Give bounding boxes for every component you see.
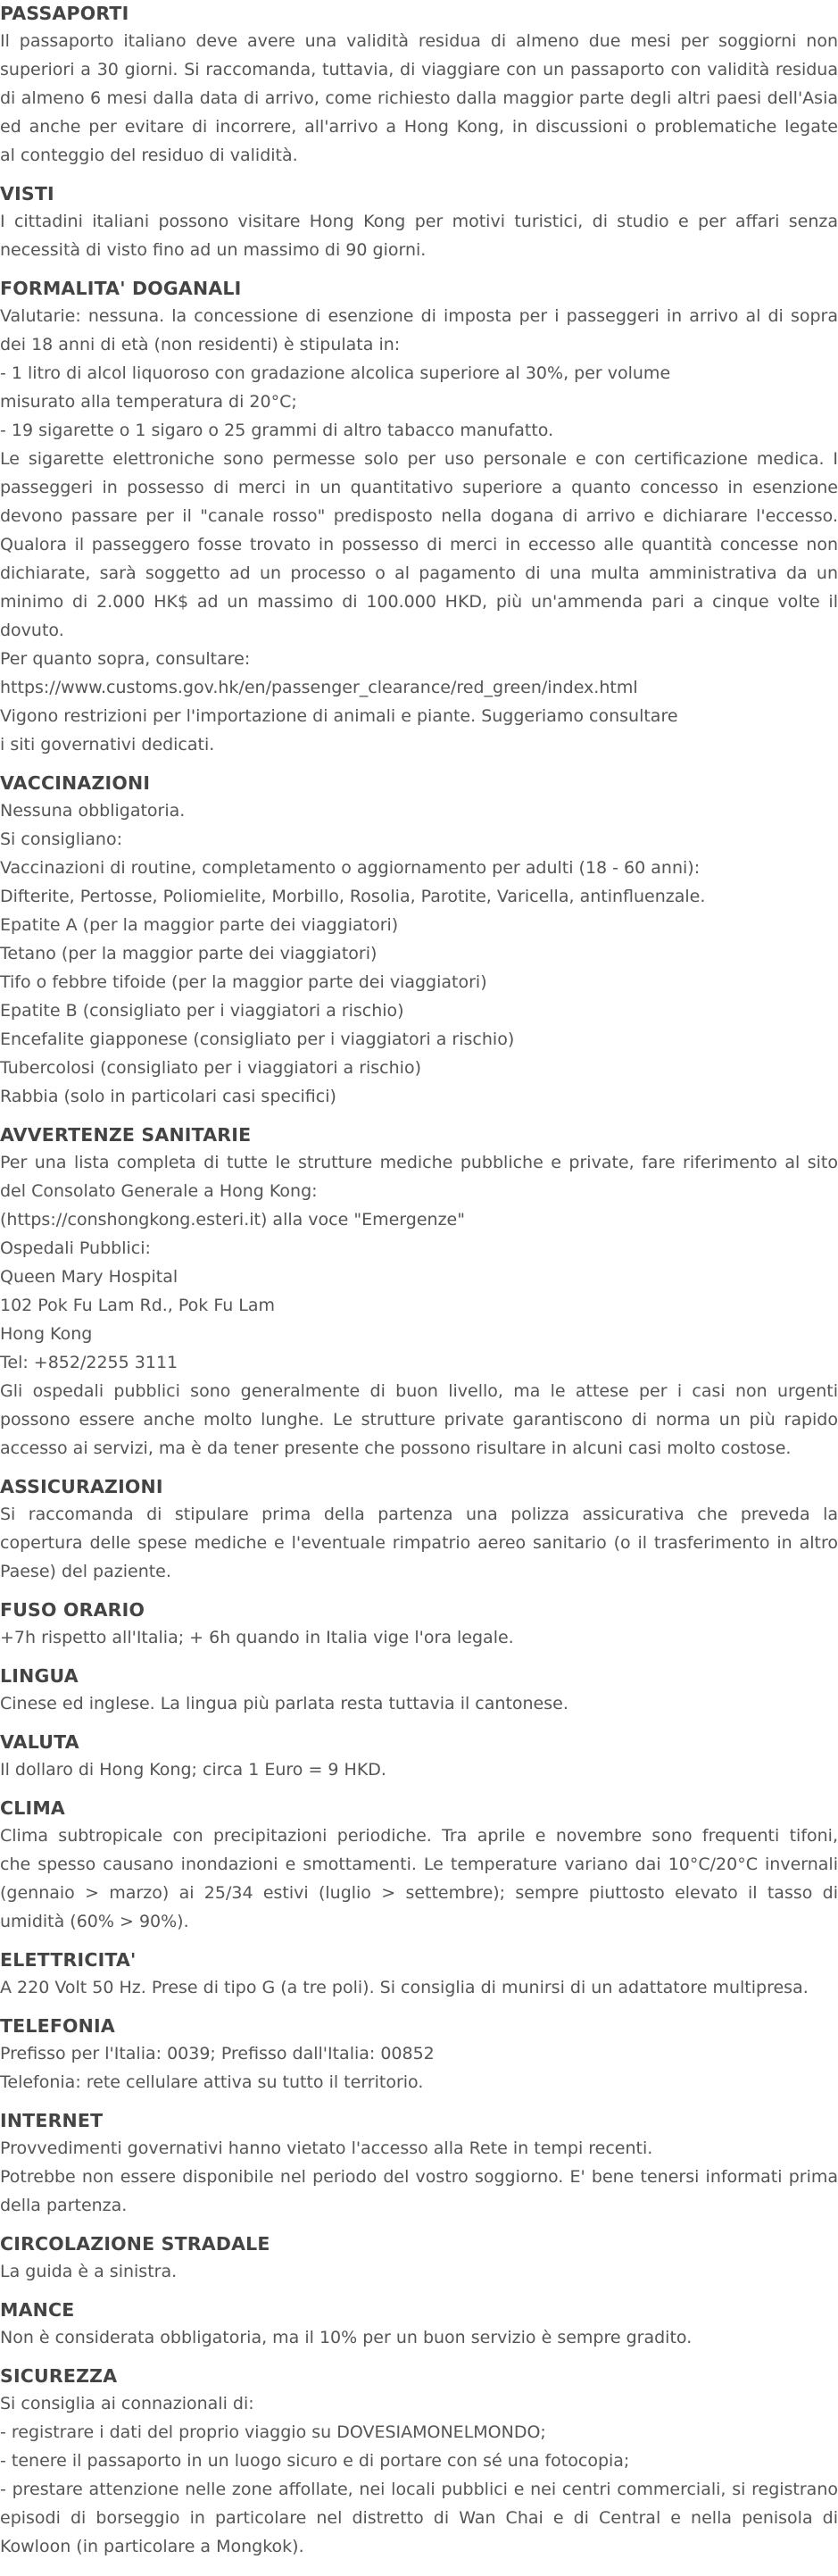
section-heading: PASSAPORTI bbox=[0, 3, 129, 24]
section-clima bbox=[0, 1795, 838, 1936]
section-assicurazioni bbox=[0, 1473, 838, 1586]
text-line: Difterite, Pertosse, Poliomielite, Morbillo, Rosolia, Parotite, Varicella, antinfluenzale. bbox=[0, 887, 706, 906]
text-line: al conteggio del residuo di validità. bbox=[0, 146, 298, 165]
text-line: ed anche per evitare di incorrere, all'arrivo a Hong Kong, in discussioni o problematiche legate bbox=[0, 117, 838, 137]
text-line: Prefisso per l'Italia: 0039; Prefisso dall'Italia: 00852 bbox=[0, 2044, 435, 2063]
text-line: episodi di borseggio in particolare nel distretto di Wan Chai e di Central e nella penisola di bbox=[0, 2508, 838, 2528]
section-heading: VALUTA bbox=[0, 1731, 79, 1753]
section-heading: AVVERTENZE SANITARIE bbox=[0, 1124, 252, 1146]
text-line: Potrebbe non essere disponibile nel periodo del vostro soggiorno. E' bene tenersi informati prima bbox=[0, 2167, 838, 2187]
text-line: - tenere il passaporto in un luogo sicuro e di portare con sé una fotocopia; bbox=[0, 2451, 630, 2471]
section-avvertenze-sanitarie bbox=[0, 1121, 838, 1463]
text-line: Cinese ed inglese. La lingua più parlata resta tuttavia il cantonese. bbox=[0, 1694, 568, 1713]
section-heading: ELETTRICITA' bbox=[0, 1949, 137, 1971]
text-line: Encefalite giapponese (consigliato per i viaggiatori a rischio) bbox=[0, 1030, 515, 1049]
section-formalita-doganali bbox=[0, 275, 838, 759]
text-line: umidità (60% > 90%). bbox=[0, 1912, 189, 1931]
text-line: Paese) del paziente. bbox=[0, 1562, 171, 1581]
section-visti bbox=[0, 180, 838, 264]
text-line: Valutarie: nessuna. la concessione di esenzione di imposta per i passeggeri in arrivo al di sopra bbox=[0, 306, 838, 326]
text-line: minimo di 2.000 HK$ ad un massimo di 100.000 HKD, più un'ammenda pari a cinque volte il bbox=[0, 592, 838, 612]
text-line: misurato alla temperatura di 20°C; bbox=[0, 392, 297, 412]
text-line: - registrare i dati del proprio viaggio su DOVESIAMONELMONDO; bbox=[0, 2422, 546, 2442]
section-body bbox=[0, 796, 838, 1111]
section-heading: INTERNET bbox=[0, 2110, 104, 2131]
text-line: Provvedimenti governativi hanno vietato l'accesso alla Rete in tempi recenti. bbox=[0, 2138, 653, 2158]
section-body bbox=[0, 302, 838, 759]
section-body bbox=[0, 27, 838, 170]
text-line: necessità di visto fino ad un massimo di 90 giorni. bbox=[0, 240, 427, 260]
text-line: i siti governativi dedicati. bbox=[0, 735, 215, 754]
text-line: Queen Mary Hospital bbox=[0, 1267, 178, 1287]
text-line: Nessuna obbligatoria. bbox=[0, 801, 186, 821]
text-line: Non è considerata obbligatoria, ma il 10% per un buon servizio è sempre gradito. bbox=[0, 2328, 693, 2347]
section-passaporti bbox=[0, 0, 838, 170]
section-circolazione-stradale bbox=[0, 2230, 838, 2286]
section-body bbox=[0, 1822, 838, 1936]
section-heading: CLIMA bbox=[0, 1797, 66, 1819]
text-line: Le sigarette elettroniche sono permesse solo per uso personale e con certificazione medica. I bbox=[0, 449, 838, 469]
text-line: Tubercolosi (consigliato per i viaggiatori a rischio) bbox=[0, 1058, 421, 1078]
text-line: dichiarate, sarà soggetto ad un processo o al pagamento di una multa amministrativa da un bbox=[0, 563, 838, 583]
text-line: La guida è a sinistra. bbox=[0, 2262, 178, 2281]
text-line: Per una lista completa di tutte le strutture mediche pubbliche e private, fare riferimento al sito bbox=[0, 1153, 838, 1172]
text-line: dovuto. bbox=[0, 621, 64, 640]
section-heading: TELEFONIA bbox=[0, 2015, 115, 2037]
section-body bbox=[0, 2323, 838, 2352]
section-lingua bbox=[0, 1663, 838, 1718]
text-line: Kowloon (in particolare a Mongkok). bbox=[0, 2537, 304, 2556]
section-elettricita bbox=[0, 1947, 838, 2002]
text-line: Hong Kong bbox=[0, 1324, 93, 1344]
text-line: superiori a 30 giorni. Si raccomanda, tuttavia, di viaggiare con un passaporto con validità residua bbox=[0, 60, 838, 79]
text-line: Si consiglia ai connazionali di: bbox=[0, 2394, 254, 2413]
text-line: di almeno 6 mesi dalla data di arrivo, come richiesto dalla maggior parte degli altri paesi dell'Asia bbox=[0, 88, 838, 108]
text-line: - 19 sigarette o 1 sigaro o 25 grammi di altro tabacco manufatto. bbox=[0, 421, 554, 440]
text-line: Rabbia (solo in particolari casi specifici) bbox=[0, 1087, 336, 1106]
text-line: della partenza. bbox=[0, 2196, 128, 2215]
text-line: (gennaio > marzo) ai 25/34 estivi (luglio > settembre); sempre piuttosto elevato il tasso di bbox=[0, 1883, 838, 1903]
section-heading: VACCINAZIONI bbox=[0, 772, 151, 794]
text-line: del Consolato Generale a Hong Kong: bbox=[0, 1181, 318, 1201]
text-line: Qualora il passeggero fosse trovato in possesso di merci in eccesso alle quantità concesse non bbox=[0, 535, 838, 554]
text-line: 102 Pok Fu Lam Rd., Pok Fu Lam bbox=[0, 1296, 276, 1315]
text-line: che spesso causano inondazioni e smottamenti. Le temperature variano dai 10°C/20°C invernali bbox=[0, 1855, 838, 1874]
section-internet bbox=[0, 2107, 838, 2220]
text-line: I cittadini italiani possono visitare Hong Kong per motivi turistici, di studio e per affari senza bbox=[0, 212, 838, 231]
text-line: Vigono restrizioni per l'importazione di animali e piante. Suggeriamo consultare bbox=[0, 706, 678, 726]
section-body bbox=[0, 1500, 838, 1586]
section-heading: ASSICURAZIONI bbox=[0, 1476, 163, 1497]
section-heading: LINGUA bbox=[0, 1665, 79, 1687]
section-body bbox=[0, 1148, 838, 1463]
section-heading: MANCE bbox=[0, 2299, 75, 2321]
text-line: passeggeri in possesso di merci in un quantitativo superiore a quanto concesso in esenzione bbox=[0, 478, 838, 497]
section-body bbox=[0, 2257, 838, 2286]
text-line: Clima subtropicale con precipitazioni periodiche. Tra aprile e novembre sono frequenti tifoni, bbox=[0, 1826, 838, 1846]
text-line: Vaccinazioni di routine, completamento o aggiornamento per adulti (18 - 60 anni): bbox=[0, 858, 701, 878]
text-line: Tifo o febbre tifoide (per la maggior parte dei viaggiatori) bbox=[0, 972, 487, 992]
text-line: possono essere anche molto lunghe. Le strutture private garantiscono di norma un più rapido bbox=[0, 1410, 838, 1430]
section-body bbox=[0, 2389, 838, 2561]
section-body bbox=[0, 2134, 838, 2220]
text-line: Si consigliano: bbox=[0, 829, 122, 849]
section-heading: FUSO ORARIO bbox=[0, 1599, 145, 1621]
text-line: Per quanto sopra, consultare: bbox=[0, 649, 251, 669]
section-sicurezza bbox=[0, 2363, 838, 2561]
text-line: Epatite B (consigliato per i viaggiatori a rischio) bbox=[0, 1001, 404, 1021]
text-line: Il passaporto italiano deve avere una validità residua di almeno due mesi per soggiorni non bbox=[0, 31, 838, 51]
section-vaccinazioni bbox=[0, 770, 838, 1111]
text-line: - prestare attenzione nelle zone affollate, nei locali pubblici e nei centri commerciali, si registrano bbox=[0, 2480, 838, 2499]
text-line: dei 18 anni di età (non residenti) è stipulata in: bbox=[0, 335, 401, 354]
section-body bbox=[0, 1973, 838, 2002]
section-mance bbox=[0, 2297, 838, 2352]
text-line: Ospedali Pubblici: bbox=[0, 1238, 151, 1258]
section-heading: SICUREZZA bbox=[0, 2365, 118, 2387]
text-line: https://www.customs.gov.hk/en/passenger_clearance/red_green/index.html bbox=[0, 678, 638, 697]
text-line: A 220 Volt 50 Hz. Prese di tipo G (a tre poli). Si consiglia di munirsi di un adattatore multipresa. bbox=[0, 1978, 809, 1997]
text-line: Telefonia: rete cellulare attiva su tutto il territorio. bbox=[0, 2072, 424, 2092]
text-line: Si raccomanda di stipulare prima della partenza una polizza assicurativa che preveda la bbox=[0, 1505, 838, 1524]
text-line: Gli ospedali pubblici sono generalmente di buon livello, ma le attese per i casi non urgenti bbox=[0, 1381, 838, 1401]
section-body bbox=[0, 1689, 838, 1718]
section-heading: FORMALITA' DOGANALI bbox=[0, 278, 242, 299]
text-line: Epatite A (per la maggior parte dei viaggiatori) bbox=[0, 915, 399, 935]
section-heading: CIRCOLAZIONE STRADALE bbox=[0, 2233, 270, 2255]
text-line: (https://conshongkong.esteri.it) alla voce "Emergenze" bbox=[0, 1210, 465, 1230]
section-fuso-orario bbox=[0, 1596, 838, 1652]
section-heading: VISTI bbox=[0, 183, 54, 204]
text-line: accesso ai servizi, ma è da tener presente che possono risultare in alcuni casi molto costose. bbox=[0, 1438, 792, 1458]
text-line: - 1 litro di alcol liquoroso con gradazione alcolica superiore al 30%, per volume bbox=[0, 363, 671, 383]
section-body bbox=[0, 1623, 838, 1652]
text-line: Il dollaro di Hong Kong; circa 1 Euro = 9 HKD. bbox=[0, 1760, 386, 1780]
section-body bbox=[0, 1755, 838, 1784]
section-body bbox=[0, 2039, 838, 2097]
text-line: Tetano (per la maggior parte dei viaggiatori) bbox=[0, 944, 378, 963]
section-body bbox=[0, 207, 838, 264]
section-telefonia bbox=[0, 2013, 838, 2097]
text-line: +7h rispetto all'Italia; + 6h quando in Italia vige l'ora legale. bbox=[0, 1628, 514, 1647]
text-line: Tel: +852/2255 3111 bbox=[0, 1353, 178, 1372]
text-line: copertura delle spese mediche e l'eventuale rimpatrio aereo sanitario (o il trasferimento in altro bbox=[0, 1533, 838, 1553]
text-line: devono passare per il "canale rosso" predisposto nella dogana di arrivo e dichiarare l'eccesso. bbox=[0, 506, 838, 526]
section-valuta bbox=[0, 1729, 838, 1784]
